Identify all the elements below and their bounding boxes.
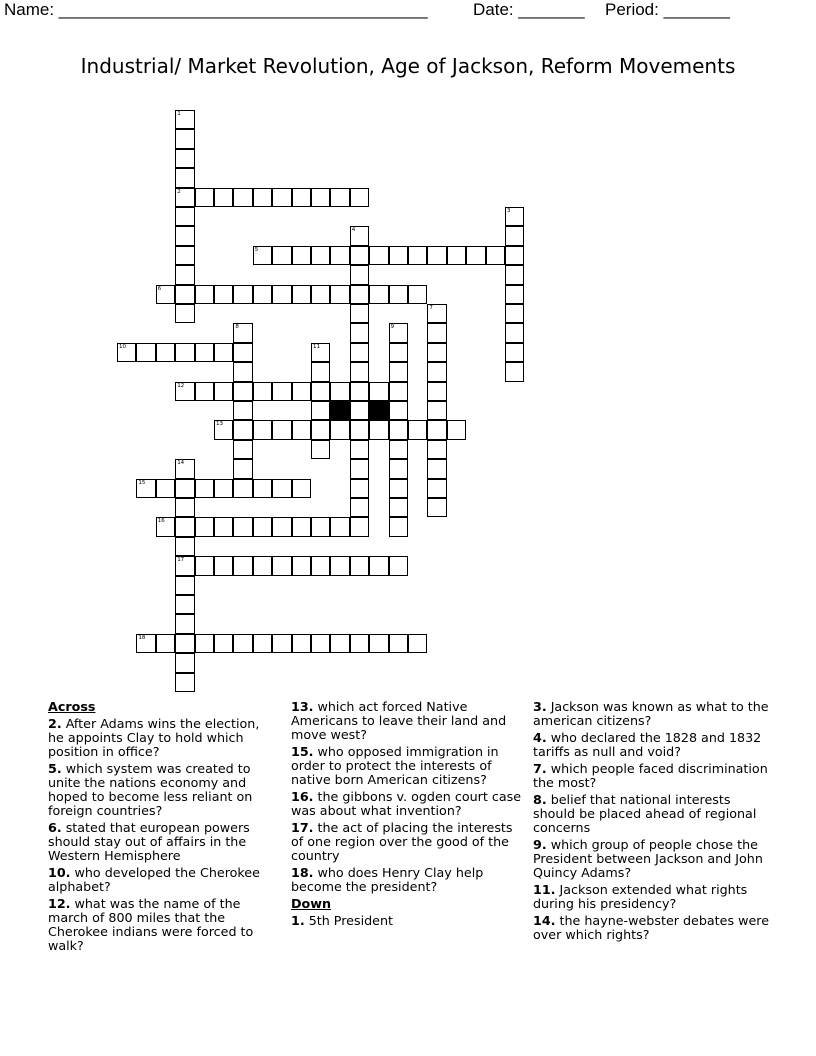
name-field[interactable]: Name: _______________________________________	[4, 0, 428, 19]
clue-item	[291, 745, 527, 787]
cell-number: 5	[254, 246, 259, 253]
grid-cell[interactable]	[369, 420, 388, 439]
clue-text: who declared the 1828 and 1832 tariffs as null and void?	[533, 730, 762, 759]
cell-number: 3	[507, 208, 511, 214]
clue-text: 5th President	[304, 913, 393, 928]
grid-cell[interactable]	[505, 285, 524, 304]
grid-cell[interactable]	[156, 634, 175, 653]
grid-cell[interactable]	[272, 634, 291, 653]
period-field[interactable]: Period: _______	[605, 0, 730, 19]
clue-text: the hayne-webster debates were over which rights?	[533, 913, 770, 942]
cell-number: 10	[119, 343, 126, 350]
clue-text: who does Henry Clay help become the president?	[291, 865, 484, 894]
grid-cell[interactable]	[369, 285, 388, 304]
grid-cell[interactable]	[350, 479, 369, 498]
grid-cell[interactable]	[175, 653, 194, 672]
clue-number: 17.	[291, 820, 314, 835]
grid-cell[interactable]	[233, 440, 252, 459]
clue-number: 2.	[48, 716, 62, 731]
grid-cell[interactable]	[350, 401, 369, 420]
grid-cell[interactable]	[292, 556, 311, 575]
down-heading: Down	[291, 896, 332, 911]
grid-cell[interactable]	[175, 246, 194, 265]
grid-cell[interactable]	[253, 246, 272, 265]
grid-cell[interactable]	[330, 420, 349, 439]
grid-cell[interactable]	[233, 634, 252, 653]
grid-cell[interactable]	[175, 149, 194, 168]
grid-cell[interactable]	[253, 479, 272, 498]
grid-cell[interactable]	[427, 498, 446, 517]
cell-number: 13	[216, 421, 223, 428]
grid-cell[interactable]	[389, 285, 408, 304]
grid-cell[interactable]	[350, 420, 369, 439]
grid-cell[interactable]	[175, 226, 194, 245]
clue-column-2	[291, 700, 527, 931]
clue-number: 18.	[291, 865, 314, 880]
grid-cell[interactable]	[389, 459, 408, 478]
clue-text: what was the name of the march of 800 miles that the Cherokee indians were forced to walk?	[48, 896, 254, 953]
grid-cell[interactable]	[136, 479, 155, 498]
grid-cell[interactable]	[272, 285, 291, 304]
grid-cell[interactable]	[427, 323, 446, 342]
cell-number: 18	[138, 634, 146, 641]
grid-cell[interactable]	[175, 517, 194, 536]
grid-cell[interactable]	[233, 479, 252, 498]
clue-item	[48, 897, 278, 953]
grid-cell[interactable]	[272, 420, 291, 439]
grid-cell[interactable]	[175, 673, 194, 692]
grid-cell[interactable]	[408, 246, 427, 265]
grid-cell[interactable]	[350, 285, 369, 304]
grid-cell[interactable]	[389, 479, 408, 498]
grid-cell[interactable]	[175, 614, 194, 633]
grid-cell[interactable]	[505, 323, 524, 342]
grid-cell[interactable]	[214, 556, 233, 575]
grid-cell[interactable]	[233, 459, 252, 478]
cell-number: 4	[351, 227, 356, 234]
grid-cell[interactable]	[389, 556, 408, 575]
grid-cell[interactable]	[408, 634, 427, 653]
clue-item	[291, 866, 527, 894]
grid-cell[interactable]	[330, 517, 349, 536]
grid-cell[interactable]	[350, 517, 369, 536]
grid-cell[interactable]	[292, 517, 311, 536]
grid-cell[interactable]	[195, 479, 214, 498]
clue-number: 8.	[533, 792, 547, 807]
grid-cell[interactable]	[175, 207, 194, 226]
grid-cell[interactable]	[214, 188, 233, 207]
grid-cell[interactable]	[427, 420, 446, 439]
blocked-cell	[369, 401, 388, 420]
grid-cell[interactable]	[175, 459, 194, 478]
grid-cell[interactable]	[427, 362, 446, 381]
grid-cell[interactable]	[195, 382, 214, 401]
grid-cell[interactable]	[350, 382, 369, 401]
grid-cell[interactable]	[311, 440, 330, 459]
clue-number: 11.	[533, 882, 556, 897]
clue-item	[48, 762, 278, 818]
clue-text: belief that national interests should be placed ahead of regional concerns	[533, 792, 757, 835]
grid-cell[interactable]	[233, 343, 252, 362]
grid-cell[interactable]	[292, 479, 311, 498]
grid-cell[interactable]	[350, 634, 369, 653]
grid-cell[interactable]	[233, 401, 252, 420]
cell-number: 16	[157, 518, 165, 525]
grid-cell[interactable]	[214, 420, 233, 439]
grid-cell[interactable]	[272, 556, 291, 575]
grid-cell[interactable]	[292, 188, 311, 207]
grid-cell[interactable]	[369, 634, 388, 653]
grid-cell[interactable]	[175, 129, 194, 148]
grid-cell[interactable]	[253, 634, 272, 653]
clue-number: 12.	[48, 896, 71, 911]
grid-cell[interactable]	[233, 285, 252, 304]
grid-cell[interactable]	[427, 440, 446, 459]
grid-cell[interactable]	[233, 188, 252, 207]
grid-cell[interactable]	[350, 362, 369, 381]
grid-cell[interactable]	[175, 188, 194, 207]
grid-cell[interactable]	[233, 517, 252, 536]
grid-cell[interactable]	[427, 401, 446, 420]
grid-cell[interactable]	[292, 246, 311, 265]
cell-number: 15	[138, 479, 146, 486]
grid-cell[interactable]	[408, 420, 427, 439]
grid-cell[interactable]	[311, 246, 330, 265]
clue-item	[533, 793, 773, 835]
clue-text: the act of placing the interests of one region over the good of the country	[291, 820, 513, 863]
grid-cell[interactable]	[427, 246, 446, 265]
grid-cell[interactable]	[389, 440, 408, 459]
grid-cell[interactable]	[330, 285, 349, 304]
clue-text: which people faced discrimination the most?	[533, 761, 768, 790]
clue-item	[533, 914, 773, 942]
grid-cell[interactable]	[389, 498, 408, 517]
clue-column-1	[48, 700, 278, 956]
grid-cell[interactable]	[350, 323, 369, 342]
cell-number: 12	[177, 382, 185, 389]
cell-number: 2	[177, 188, 181, 195]
grid-cell[interactable]	[117, 343, 136, 362]
grid-cell[interactable]	[292, 382, 311, 401]
grid-cell[interactable]	[427, 343, 446, 362]
cell-number: 14	[177, 460, 185, 467]
clue-number: 10.	[48, 865, 71, 880]
clue-item	[291, 700, 527, 742]
clue-number: 14.	[533, 913, 556, 928]
clue-item	[533, 762, 773, 790]
grid-cell[interactable]	[311, 556, 330, 575]
grid-cell[interactable]	[233, 556, 252, 575]
cell-number: 7	[429, 305, 433, 311]
grid-cell[interactable]	[427, 479, 446, 498]
clue-item	[48, 866, 278, 894]
grid-cell[interactable]	[156, 343, 175, 362]
grid-cell[interactable]	[195, 634, 214, 653]
grid-cell[interactable]	[175, 634, 194, 653]
grid-cell[interactable]	[505, 226, 524, 245]
cell-number: 1	[177, 111, 181, 117]
grid-cell[interactable]	[447, 246, 466, 265]
grid-cell[interactable]	[311, 420, 330, 439]
clue-item	[533, 838, 773, 880]
grid-cell[interactable]	[350, 556, 369, 575]
clue-item	[533, 731, 773, 759]
grid-cell[interactable]	[175, 479, 194, 498]
grid-cell[interactable]	[175, 168, 194, 187]
grid-cell[interactable]	[156, 479, 175, 498]
grid-cell[interactable]	[389, 323, 408, 342]
grid-cell[interactable]	[195, 517, 214, 536]
grid-cell[interactable]	[175, 498, 194, 517]
grid-cell[interactable]	[292, 634, 311, 653]
grid-cell[interactable]	[156, 285, 175, 304]
grid-cell[interactable]	[175, 285, 194, 304]
grid-cell[interactable]	[505, 362, 524, 381]
grid-cell[interactable]	[175, 110, 194, 129]
cell-number: 8	[235, 324, 239, 331]
grid-cell[interactable]	[272, 382, 291, 401]
grid-cell[interactable]	[369, 382, 388, 401]
grid-cell[interactable]	[330, 188, 349, 207]
cell-number: 11	[313, 343, 320, 350]
clue-number: 7.	[533, 761, 547, 776]
grid-cell[interactable]	[175, 304, 194, 323]
grid-cell[interactable]	[427, 304, 446, 323]
grid-cell[interactable]	[253, 188, 272, 207]
across-heading: Across	[48, 699, 96, 714]
clue-text: who opposed immigration in order to protect the interests of native born American citizens?	[291, 744, 499, 787]
clue-item	[291, 790, 527, 818]
clue-number: 1.	[291, 913, 305, 928]
grid-cell[interactable]	[311, 634, 330, 653]
grid-cell[interactable]	[214, 634, 233, 653]
grid-cell[interactable]	[389, 517, 408, 536]
clue-number: 16.	[291, 789, 314, 804]
grid-cell[interactable]	[447, 420, 466, 439]
grid-cell[interactable]	[330, 556, 349, 575]
page-title: Industrial/ Market Revolution, Age of Jackson, Reform Movements	[80, 54, 736, 78]
grid-cell[interactable]	[350, 498, 369, 517]
grid-cell[interactable]	[427, 382, 446, 401]
grid-cell[interactable]	[253, 517, 272, 536]
clue-text: Jackson extended what rights during his presidency?	[533, 882, 748, 911]
grid-cell[interactable]	[350, 459, 369, 478]
blocked-cell	[330, 401, 349, 420]
grid-cell[interactable]	[253, 285, 272, 304]
grid-cell[interactable]	[136, 634, 155, 653]
grid-cell[interactable]	[175, 265, 194, 284]
grid-cell[interactable]	[311, 188, 330, 207]
grid-cell[interactable]	[233, 362, 252, 381]
grid-cell[interactable]	[311, 343, 330, 362]
grid-cell[interactable]	[389, 362, 408, 381]
grid-cell[interactable]	[214, 517, 233, 536]
grid-cell[interactable]	[233, 382, 252, 401]
grid-cell[interactable]	[408, 285, 427, 304]
grid-cell[interactable]	[389, 634, 408, 653]
clue-text: the gibbons v. ogden court case was about what invention?	[291, 789, 522, 818]
cell-number: 17	[177, 557, 185, 564]
grid-cell[interactable]	[505, 304, 524, 323]
clue-text: who developed the Cherokee alphabet?	[48, 865, 260, 894]
grid-cell[interactable]	[175, 576, 194, 595]
grid-cell[interactable]	[195, 343, 214, 362]
grid-cell[interactable]	[175, 343, 194, 362]
clue-text: After Adams wins the election, he appoints Clay to hold which position in office?	[48, 716, 260, 759]
grid-cell[interactable]	[389, 382, 408, 401]
grid-cell[interactable]	[175, 537, 194, 556]
clue-column-3	[533, 700, 773, 945]
grid-cell[interactable]	[233, 420, 252, 439]
clue-item	[48, 821, 278, 863]
grid-cell[interactable]	[505, 343, 524, 362]
grid-cell[interactable]	[272, 246, 291, 265]
clue-item	[48, 717, 278, 759]
clue-number: 9.	[533, 837, 547, 852]
date-field[interactable]: Date: _______	[473, 0, 585, 19]
clue-text: which system was created to unite the nations economy and hoped to become less reliant on foreign countries?	[48, 761, 253, 818]
grid-cell[interactable]	[195, 188, 214, 207]
grid-cell[interactable]	[330, 246, 349, 265]
clue-text: stated that european powers should stay out of affairs in the Western Hemisphere	[48, 820, 250, 863]
grid-cell[interactable]	[311, 382, 330, 401]
grid-cell[interactable]	[253, 556, 272, 575]
grid-cell[interactable]	[389, 343, 408, 362]
grid-cell[interactable]	[486, 246, 505, 265]
grid-cell[interactable]	[466, 246, 485, 265]
grid-cell[interactable]	[175, 595, 194, 614]
clue-number: 15.	[291, 744, 314, 759]
clue-item	[533, 700, 773, 728]
grid-cell[interactable]	[214, 479, 233, 498]
cell-number: 6	[157, 285, 162, 292]
grid-cell[interactable]	[311, 517, 330, 536]
grid-cell[interactable]	[195, 285, 214, 304]
clue-number: 3.	[533, 699, 547, 714]
grid-cell[interactable]	[505, 207, 524, 226]
grid-cell[interactable]	[330, 634, 349, 653]
grid-cell[interactable]	[195, 556, 214, 575]
grid-cell[interactable]	[175, 556, 194, 575]
grid-cell[interactable]	[175, 382, 194, 401]
clue-text: which act forced Native Americans to leave their land and move west?	[291, 699, 507, 742]
clue-item	[291, 914, 527, 928]
grid-cell[interactable]	[369, 246, 388, 265]
grid-cell[interactable]	[350, 343, 369, 362]
grid-cell[interactable]	[369, 556, 388, 575]
grid-cell[interactable]	[214, 382, 233, 401]
grid-cell[interactable]	[156, 517, 175, 536]
grid-cell[interactable]	[505, 265, 524, 284]
cell-number: 9	[390, 324, 395, 331]
clue-item	[533, 883, 773, 911]
grid-cell[interactable]	[350, 265, 369, 284]
clue-number: 5.	[48, 761, 62, 776]
grid-cell[interactable]	[233, 323, 252, 342]
grid-cell[interactable]	[427, 459, 446, 478]
grid-cell[interactable]	[505, 246, 524, 265]
grid-cell[interactable]	[311, 285, 330, 304]
grid-cell[interactable]	[389, 401, 408, 420]
grid-cell[interactable]	[214, 343, 233, 362]
grid-cell[interactable]	[350, 304, 369, 323]
clue-number: 4.	[533, 730, 547, 745]
grid-cell[interactable]	[292, 420, 311, 439]
clue-text: Jackson was known as what to the american citizens?	[533, 699, 769, 728]
grid-cell[interactable]	[311, 362, 330, 381]
grid-cell[interactable]	[330, 382, 349, 401]
grid-cell[interactable]	[214, 285, 233, 304]
grid-cell[interactable]	[136, 343, 155, 362]
grid-cell[interactable]	[350, 188, 369, 207]
grid-cell[interactable]	[253, 382, 272, 401]
clue-number: 13.	[291, 699, 314, 714]
grid-cell[interactable]	[350, 440, 369, 459]
grid-cell[interactable]	[389, 246, 408, 265]
grid-cell[interactable]	[350, 226, 369, 245]
grid-cell[interactable]	[272, 517, 291, 536]
grid-cell[interactable]	[350, 246, 369, 265]
grid-cell[interactable]	[253, 420, 272, 439]
clue-number: 6.	[48, 820, 62, 835]
clue-item	[291, 821, 527, 863]
grid-cell[interactable]	[272, 188, 291, 207]
grid-cell[interactable]	[272, 479, 291, 498]
clue-text: which group of people chose the President between Jackson and John Quincy Adams?	[533, 837, 763, 880]
grid-cell[interactable]	[311, 401, 330, 420]
grid-cell[interactable]	[292, 285, 311, 304]
grid-cell[interactable]	[389, 420, 408, 439]
